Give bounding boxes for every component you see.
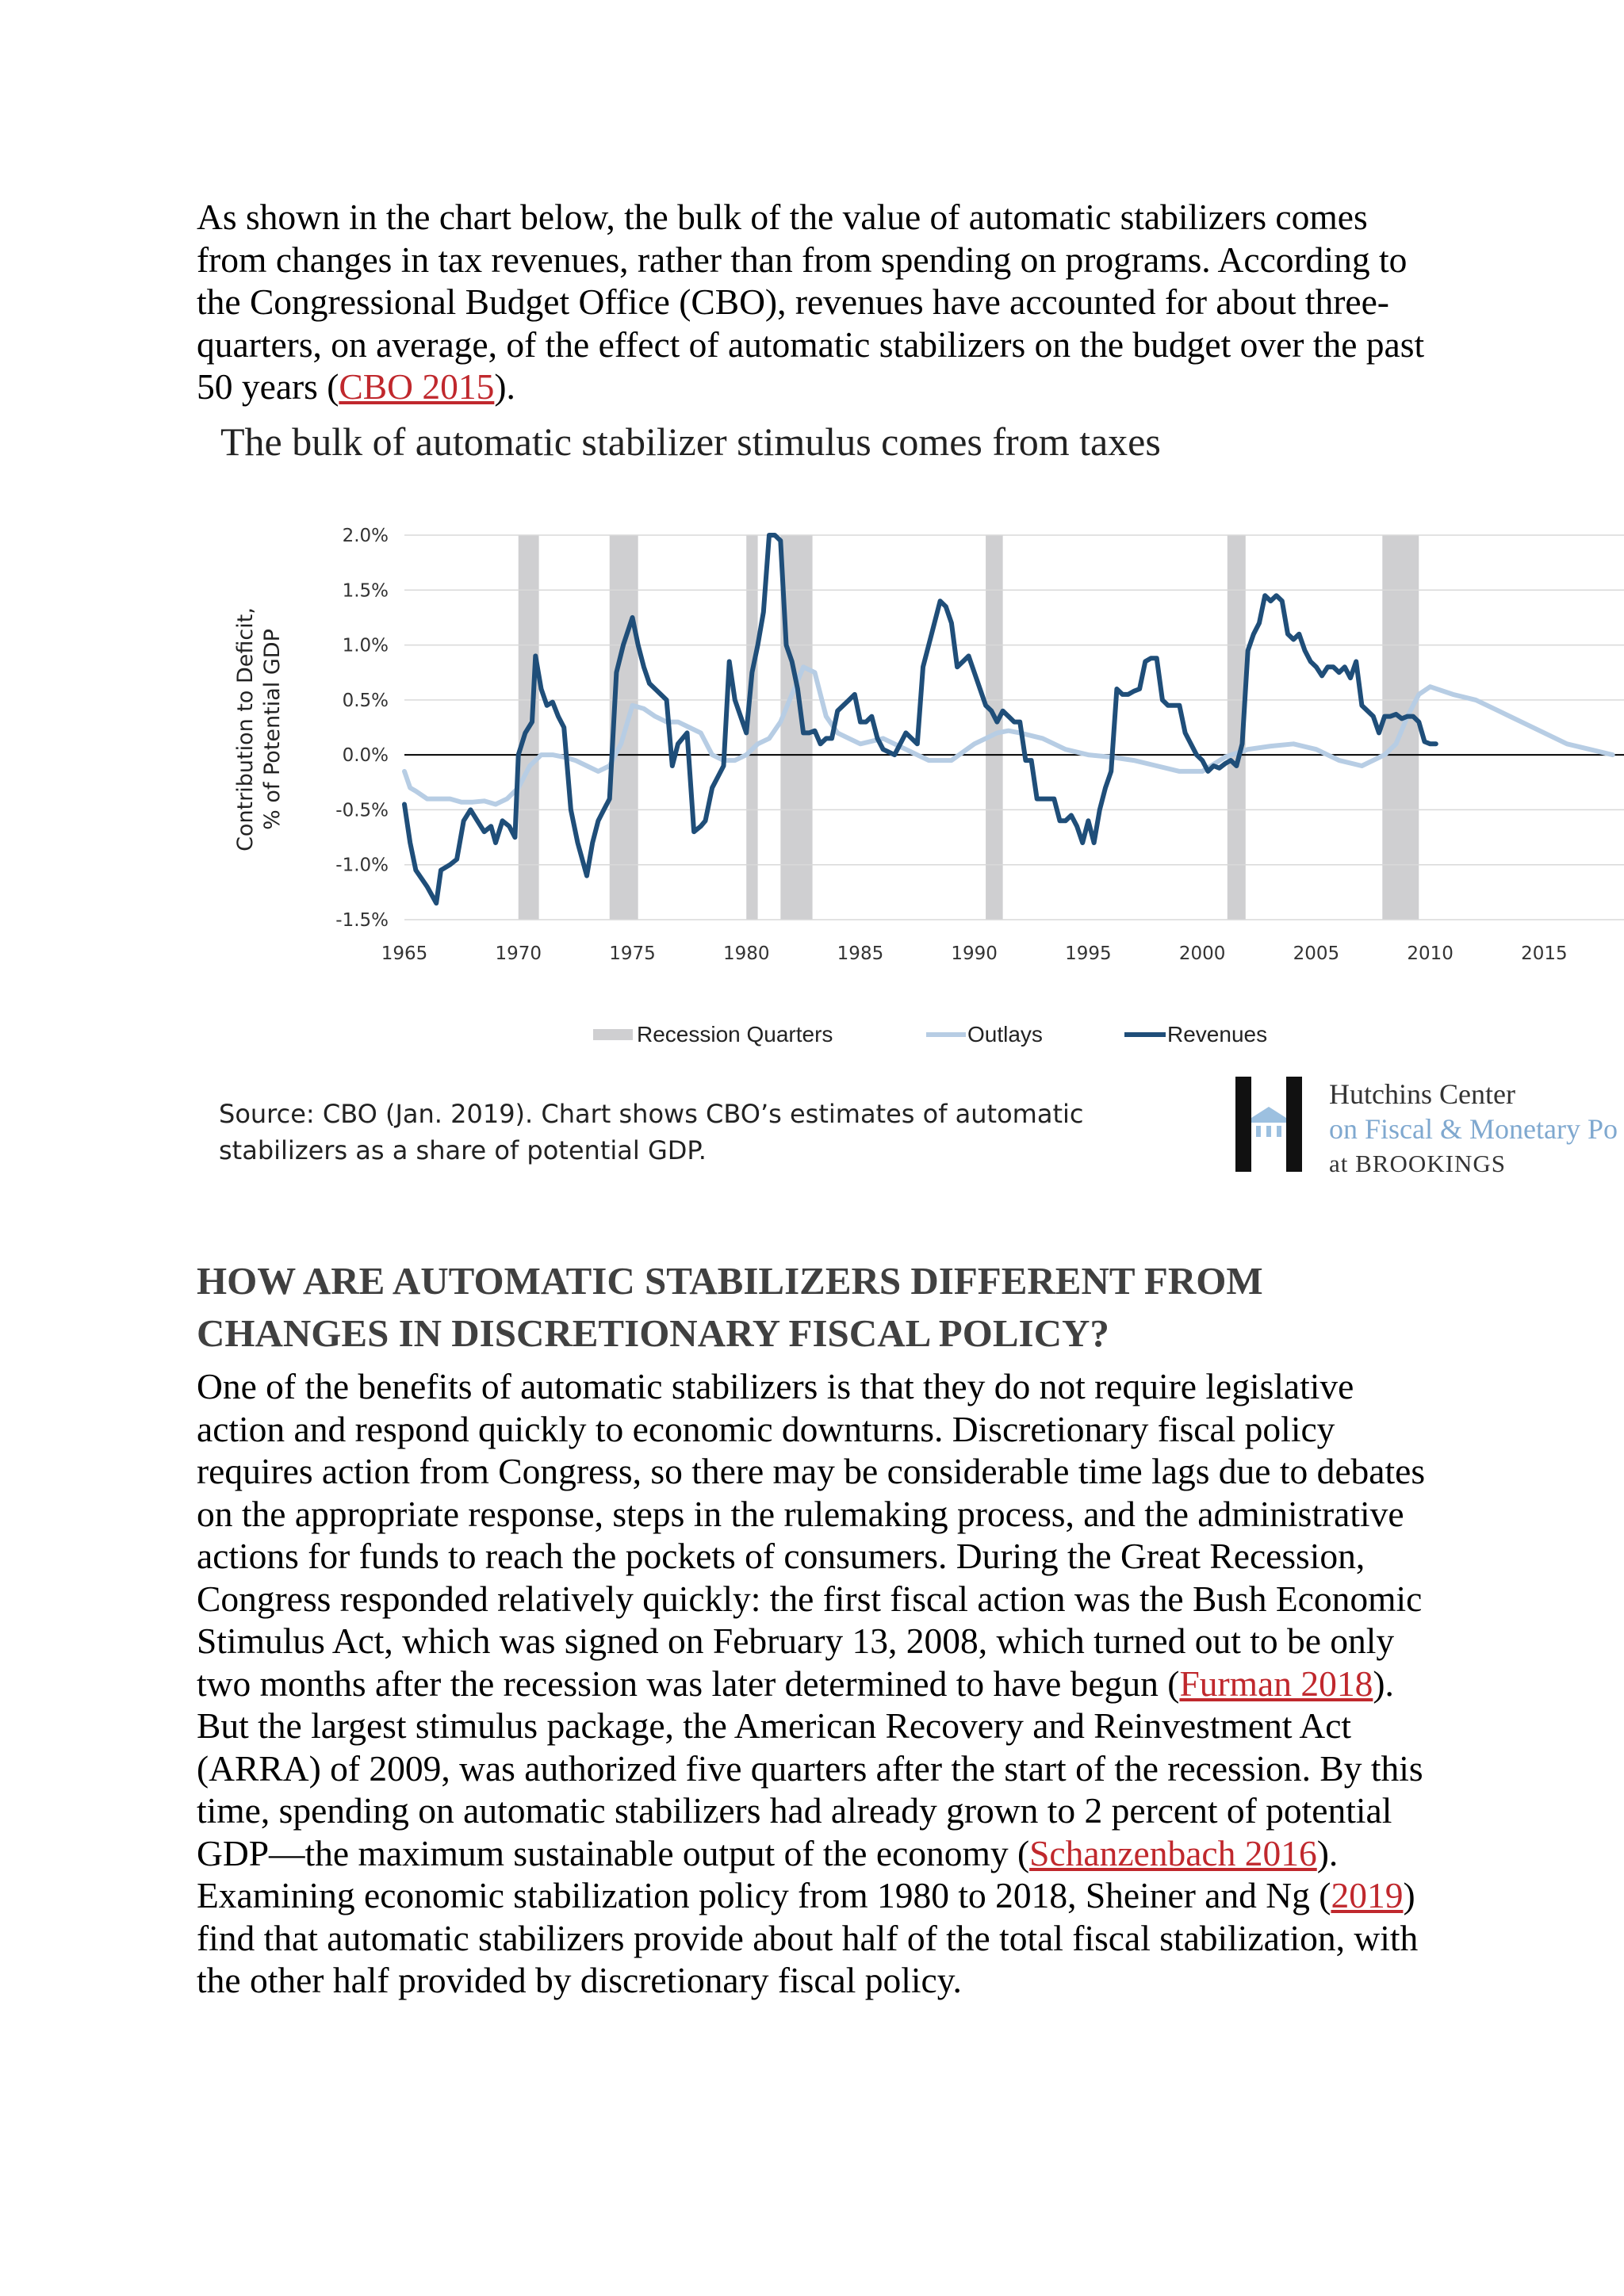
chart-svg <box>197 412 1624 1078</box>
legend-swatch-recession <box>593 1029 633 1040</box>
x-tick-label: 1965 <box>381 943 428 964</box>
section-heading: HOW ARE AUTOMATIC STABILIZERS DIFFERENT FROM CHANGES IN DISCRETIONARY FISCAL POLICY? <box>197 1259 1263 1355</box>
cbo-2015-link[interactable]: CBO 2015 <box>339 366 495 407</box>
y-tick-label: -1.0% <box>335 855 389 876</box>
sheiner-ng-2019-link[interactable]: 2019 <box>1331 1875 1404 1915</box>
x-tick-label: 2005 <box>1293 943 1340 964</box>
y-tick-label: 0.0% <box>342 745 389 767</box>
intro-text: As shown in the chart below, the bulk of the value of automatic stabilizers comes from changes in tax revenues, rather than from spending on programs. According to the Congressional Budget Office (CBO), revenues have accounted for about three-quarters, on average, of the effect of automatic stabilizers on the budget over the past 50 years ( <box>197 197 1425 407</box>
x-tick-label: 2000 <box>1178 943 1226 964</box>
body-text-3: ). Examining economic stabilization policy from 1980 to 2018, Sheiner and Ng ( <box>197 1832 1339 1915</box>
hutchins-h-logo-icon <box>1235 1077 1315 1180</box>
logo-line-2: on Fiscal & Monetary Po <box>1329 1113 1618 1145</box>
recession-band <box>986 535 1003 920</box>
logo-line-3: at BROOKINGS <box>1329 1150 1506 1177</box>
y-axis-label-line-2: % of Potential GDP <box>260 629 285 830</box>
body-text-2: ). But the largest stimulus package, the American Recovery and Reinvestment Act (ARRA) of 2009, was authorized five quarters after the start of the recession. By this time, spending on automatic stabilizers had already grown to 2 percent of potential GDP—the maximum sustainable output of the economy ( <box>197 1663 1423 1873</box>
x-tick-label: 2010 <box>1407 943 1454 964</box>
x-tick-label: 2015 <box>1521 943 1568 964</box>
hutchins-center-logo <box>1235 1077 1624 1180</box>
x-tick-label: 1990 <box>951 943 998 964</box>
y-tick-label: 1.5% <box>342 580 389 602</box>
y-tick-label: 2.0% <box>342 526 389 546</box>
intro-text-end: ). <box>494 366 515 407</box>
schanzenbach-2016-link[interactable]: Schanzenbach 2016 <box>1029 1832 1317 1873</box>
y-tick-label: -1.5% <box>335 910 389 931</box>
body-text-1: One of the benefits of automatic stabilizers is that they do not require legislative action and respond quickly to economic downturns. Discretionary fiscal policy requires action from Congress, so there may be considerable time lags due to debates on the appropriate response, steps in the rulemaking process, and the administrative actions for funds to reach the pockets of consumers. During the Great Recession, Congress responded relatively quickly: the first fiscal action was the Bush Economic Stimulus Act, which was signed on February 13, 2008, which turned out to be only two months after the recession was later determined to have begun ( <box>197 1366 1426 1704</box>
body-paragraph <box>197 1365 1434 2002</box>
intro-paragraph <box>197 196 1434 408</box>
y-tick-label: 0.5% <box>342 690 389 711</box>
x-tick-label: 1975 <box>609 943 656 964</box>
logo-wordmark <box>1329 1077 1618 1180</box>
furman-2018-link[interactable]: Furman 2018 <box>1179 1663 1373 1704</box>
legend-label-recession: Recession Quarters <box>637 1022 833 1047</box>
y-tick-label: 1.0% <box>342 635 389 656</box>
logo-line-1: Hutchins Center <box>1329 1078 1515 1110</box>
x-tick-label: 1985 <box>837 943 884 964</box>
x-tick-label: 1980 <box>722 943 770 964</box>
outlays-series-line <box>404 667 1613 804</box>
x-tick-label: 1970 <box>495 943 542 964</box>
legend-label-outlays: Outlays <box>967 1022 1043 1047</box>
y-axis-label-line-1: Contribution to Deficit, <box>233 607 258 851</box>
y-axis-label <box>233 607 285 851</box>
source-note: Source: CBO (Jan. 2019). Chart shows CBO’s estimates of automatic stabilizers as a share of potential GDP. <box>219 1099 1084 1165</box>
y-tick-label: -0.5% <box>335 800 389 821</box>
chart-title: The bulk of automatic stabilizer stimulus comes from taxes <box>220 419 1161 464</box>
body-text-4: ) find that automatic stabilizers provide about half of the total fiscal stabilization, with the other half provided by discretionary fiscal policy. <box>197 1875 1419 2000</box>
x-tick-label: 1995 <box>1065 943 1112 964</box>
chart-figure <box>197 412 1624 1205</box>
legend-label-revenues: Revenues <box>1167 1022 1268 1047</box>
